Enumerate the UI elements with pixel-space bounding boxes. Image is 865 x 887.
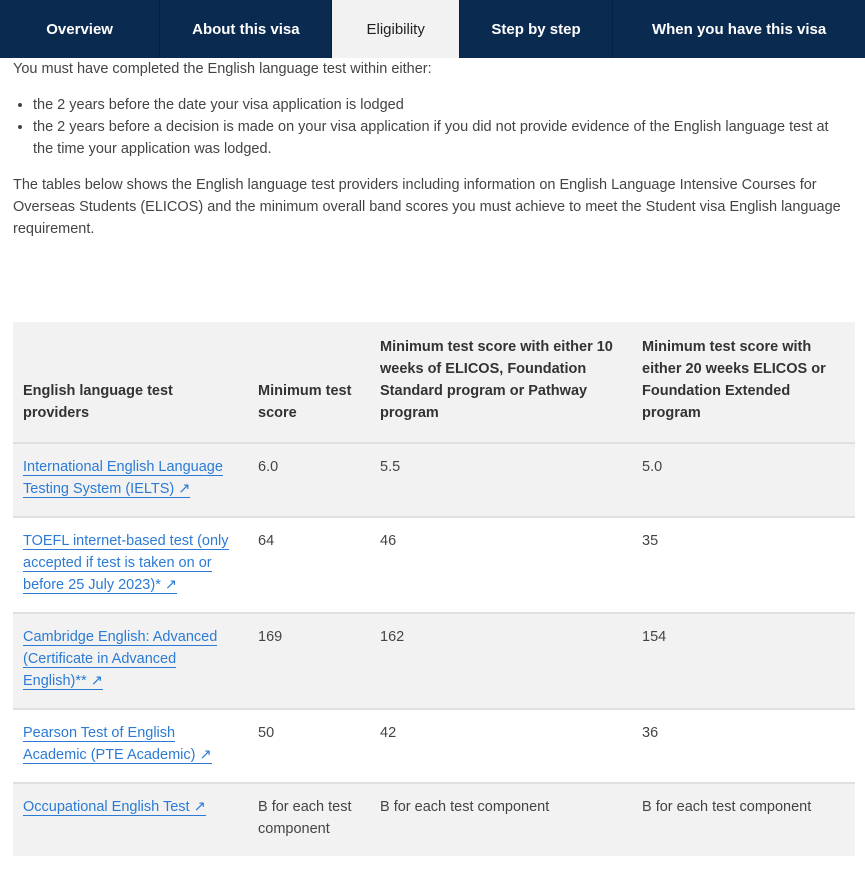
intro-text: You must have completed the English language test within either: — [13, 61, 432, 77]
provider-link[interactable] — [23, 725, 212, 764]
provider-cell — [13, 443, 248, 517]
external-link-icon: ↗ — [193, 799, 206, 815]
min-score-cell: 50 — [248, 709, 370, 783]
min-score-cell: B for each test component — [248, 783, 370, 856]
external-link-icon: ↗ — [199, 747, 212, 763]
list-item: • the 2 years before a decision is made on your visa application if you did not provide evidence of the English language test at the time your application was lodged. — [33, 116, 852, 160]
header-elicos-20: Minimum test score with either 20 weeks ELICOS or Foundation Extended program — [632, 322, 855, 443]
external-link-icon: ↗ — [164, 577, 178, 593]
english-test-table — [13, 322, 855, 856]
provider-cell — [13, 613, 248, 709]
tab-step-by-step[interactable]: Step by step — [460, 0, 613, 58]
elicos-20-cell: 5.0 — [632, 443, 855, 517]
provider-name: TOEFL internet-based test (only accepted if test is taken on or before 25 July 2023)* — [23, 533, 229, 593]
elicos-20-cell: 35 — [632, 517, 855, 613]
min-score-cell: 6.0 — [248, 443, 370, 517]
table-row — [13, 517, 855, 613]
main-content — [0, 58, 865, 856]
external-link-icon: ↗ — [90, 673, 103, 689]
elicos-10-cell: 46 — [370, 517, 632, 613]
provider-cell — [13, 517, 248, 613]
table-row — [13, 613, 855, 709]
tab-eligibility[interactable]: Eligibility — [332, 0, 459, 58]
tab-about-this-visa[interactable]: About this visa — [160, 0, 332, 58]
provider-cell — [13, 783, 248, 856]
provider-link[interactable] — [23, 459, 223, 498]
provider-name: Occupational English Test — [23, 799, 190, 815]
table-row — [13, 709, 855, 783]
tab-bar — [0, 0, 865, 58]
list-item: • the 2 years before the date your visa application is lodged — [33, 94, 852, 116]
table-row — [13, 783, 855, 856]
provider-name: Pearson Test of English Academic (PTE Academic) — [23, 725, 196, 763]
elicos-10-cell: 42 — [370, 709, 632, 783]
provider-link[interactable] — [23, 533, 229, 594]
elicos-10-cell: 162 — [370, 613, 632, 709]
table-row — [13, 443, 855, 517]
elicos-20-cell: 154 — [632, 613, 855, 709]
requirement-list — [13, 94, 852, 160]
provider-link[interactable] — [23, 629, 217, 690]
min-score-cell: 64 — [248, 517, 370, 613]
provider-name: Cambridge English: Advanced (Certificate in Advanced English)** — [23, 629, 218, 689]
provider-name: International English Language Testing System (IELTS) — [23, 459, 223, 497]
external-link-icon: ↗ — [178, 481, 191, 497]
header-elicos-10: Minimum test score with either 10 weeks of ELICOS, Foundation Standard program or Pathway program — [370, 322, 632, 443]
header-provider: English language test providers — [13, 322, 248, 443]
min-score-cell: 169 — [248, 613, 370, 709]
elicos-20-cell: B for each test component — [632, 783, 855, 856]
provider-cell — [13, 709, 248, 783]
header-min-score: Minimum test score — [248, 322, 370, 443]
provider-link[interactable] — [23, 799, 206, 816]
elicos-20-cell: 36 — [632, 709, 855, 783]
tab-overview[interactable]: Overview — [0, 0, 160, 58]
elicos-10-cell: B for each test component — [370, 783, 632, 856]
tab-when-you-have-this-visa[interactable]: When you have this visa — [651, 20, 827, 38]
elicos-10-cell: 5.5 — [370, 443, 632, 517]
description-text: The tables below shows the English language test providers including information on English Language Intensive Courses for Overseas Students (ELICOS) and the minimum overall band scores you must achieve to meet the Student visa English language requirement. — [13, 177, 841, 237]
